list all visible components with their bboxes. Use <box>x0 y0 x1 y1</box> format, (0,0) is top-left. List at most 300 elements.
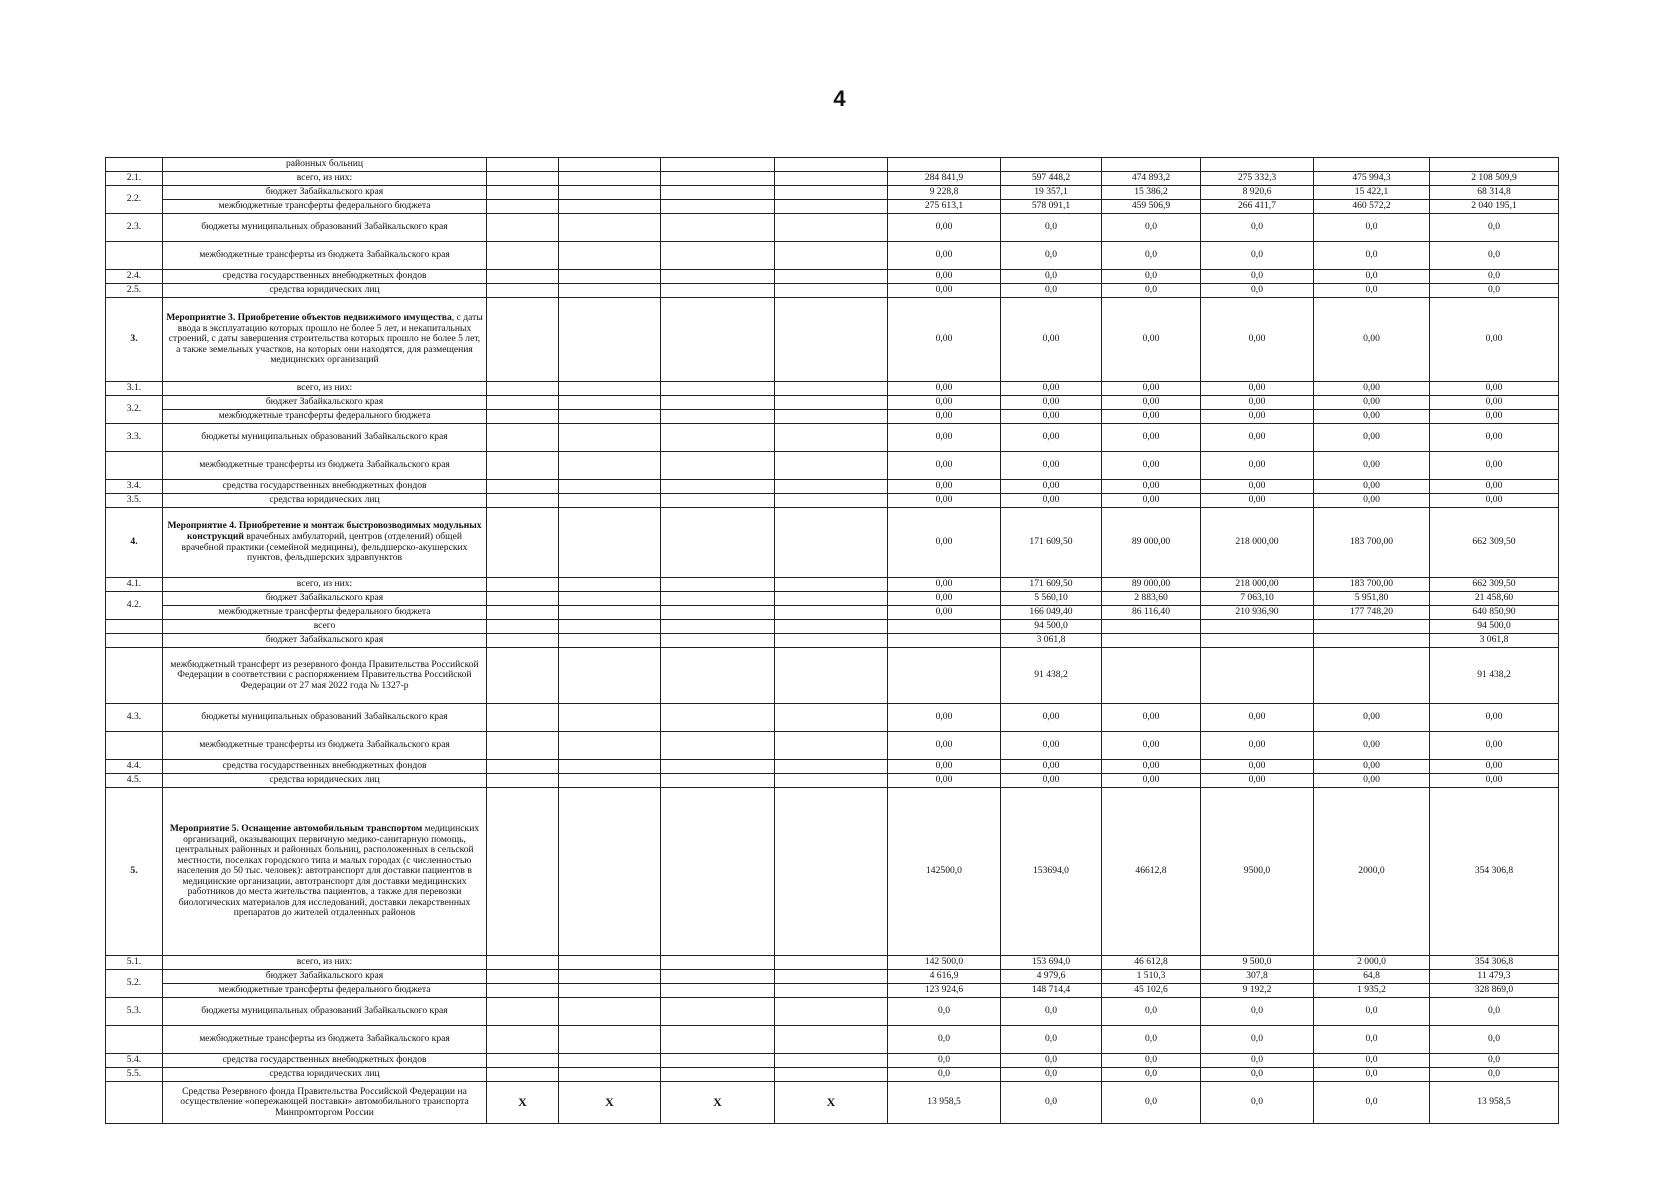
marker-cell <box>661 1068 775 1082</box>
table-row <box>106 620 1559 634</box>
marker-cell <box>775 732 888 760</box>
marker-cell: Х <box>661 1082 775 1124</box>
row-description: бюджет Забайкальского края <box>163 970 487 984</box>
marker-cell <box>487 956 559 970</box>
value-cell: 307,8 <box>1201 970 1314 984</box>
row-description: межбюджетные трансферты из бюджета Забайкальского края <box>163 452 487 480</box>
table-row <box>106 956 1559 970</box>
marker-cell <box>661 172 775 186</box>
row-description: межбюджетные трансферты федерального бюджета <box>163 984 487 998</box>
value-cell: 183 700,00 <box>1314 578 1430 592</box>
marker-cell <box>661 424 775 452</box>
value-cell: 9 192,2 <box>1201 984 1314 998</box>
marker-cell <box>559 788 661 956</box>
marker-cell <box>487 788 559 956</box>
value-cell <box>888 158 1001 172</box>
marker-cell <box>559 480 661 494</box>
marker-cell <box>661 606 775 620</box>
value-cell: 0,00 <box>1001 494 1102 508</box>
marker-cell <box>559 1026 661 1054</box>
value-cell: 0,0 <box>1201 1082 1314 1124</box>
row-description: бюджеты муниципальных образований Забайкальского края <box>163 998 487 1026</box>
marker-cell <box>559 578 661 592</box>
marker-cell <box>487 242 559 270</box>
value-cell: 0,00 <box>1001 452 1102 480</box>
value-cell: 0,00 <box>1201 480 1314 494</box>
value-cell <box>888 620 1001 634</box>
value-cell: 0,00 <box>1201 298 1314 382</box>
row-description-text: , с даты ввода в эксплуатацию которых прошло не более 5 лет, и некапитальных строений, с даты завершения строительства которых прошло не более 5 лет, а также земельных участков, на которых они находятся, для размещения медицинских организаций <box>168 312 483 366</box>
marker-cell <box>487 200 559 214</box>
marker-cell <box>775 270 888 284</box>
value-cell: 0,00 <box>1102 480 1201 494</box>
marker-cell <box>487 424 559 452</box>
value-cell: 0,00 <box>1201 424 1314 452</box>
marker-cell <box>559 172 661 186</box>
value-cell: 142 500,0 <box>888 956 1001 970</box>
value-cell: 0,00 <box>1314 452 1430 480</box>
marker-cell <box>559 634 661 648</box>
value-cell: 171 609,50 <box>1001 508 1102 578</box>
value-cell: 2 040 195,1 <box>1430 200 1559 214</box>
value-cell: 0,00 <box>1102 452 1201 480</box>
marker-cell <box>487 480 559 494</box>
value-cell: 0,00 <box>1314 298 1430 382</box>
value-cell: 0,0 <box>1001 1026 1102 1054</box>
value-cell: 0,0 <box>1314 284 1430 298</box>
value-cell: 2000,0 <box>1314 788 1430 956</box>
value-cell: 0,0 <box>888 998 1001 1026</box>
value-cell: 0,00 <box>888 732 1001 760</box>
value-cell: 171 609,50 <box>1001 578 1102 592</box>
marker-cell <box>487 606 559 620</box>
value-cell: 148 714,4 <box>1001 984 1102 998</box>
marker-cell <box>661 1054 775 1068</box>
value-cell <box>1314 634 1430 648</box>
value-cell: 3 061,8 <box>1430 634 1559 648</box>
value-cell: 0,00 <box>1430 774 1559 788</box>
table-row <box>106 284 1559 298</box>
value-cell: 0,0 <box>1201 284 1314 298</box>
value-cell: 0,00 <box>1430 480 1559 494</box>
table-row <box>106 172 1559 186</box>
marker-cell <box>661 620 775 634</box>
value-cell: 0,00 <box>888 480 1001 494</box>
value-cell: 597 448,2 <box>1001 172 1102 186</box>
marker-cell: Х <box>487 1082 559 1124</box>
marker-cell <box>487 1054 559 1068</box>
value-cell: 91 438,2 <box>1430 648 1559 704</box>
marker-cell <box>775 382 888 396</box>
marker-cell <box>775 200 888 214</box>
value-cell <box>1430 158 1559 172</box>
marker-cell <box>775 242 888 270</box>
marker-cell <box>775 592 888 606</box>
row-code: 5.1. <box>106 956 163 970</box>
value-cell: 0,00 <box>1102 704 1201 732</box>
value-cell: 1 510,3 <box>1102 970 1201 984</box>
table-row <box>106 970 1559 984</box>
value-cell: 91 438,2 <box>1001 648 1102 704</box>
marker-cell <box>775 704 888 732</box>
value-cell: 0,0 <box>1001 1054 1102 1068</box>
row-code: 3.4. <box>106 480 163 494</box>
marker-cell <box>775 760 888 774</box>
value-cell: 0,00 <box>1314 480 1430 494</box>
value-cell: 0,0 <box>1314 1068 1430 1082</box>
value-cell: 0,00 <box>1314 382 1430 396</box>
value-cell: 0,00 <box>1314 732 1430 760</box>
marker-cell <box>487 396 559 410</box>
marker-cell <box>487 298 559 382</box>
value-cell <box>888 634 1001 648</box>
value-cell: 0,0 <box>1430 1026 1559 1054</box>
row-description: межбюджетные трансферты федерального бюджета <box>163 410 487 424</box>
value-cell: 0,00 <box>1102 396 1201 410</box>
marker-cell <box>775 508 888 578</box>
marker-cell <box>775 284 888 298</box>
value-cell: 0,0 <box>1001 998 1102 1026</box>
row-code: 5.3. <box>106 998 163 1026</box>
marker-cell <box>775 578 888 592</box>
value-cell: 0,00 <box>888 410 1001 424</box>
marker-cell <box>559 956 661 970</box>
row-code: 5.5. <box>106 1068 163 1082</box>
row-description-bold: Мероприятие 4. Приобретение и монтаж быстровозводимых модульных конструкций <box>167 520 482 542</box>
marker-cell <box>559 620 661 634</box>
value-cell: 0,00 <box>1201 494 1314 508</box>
value-cell: 0,00 <box>888 760 1001 774</box>
row-code <box>106 732 163 760</box>
marker-cell <box>487 998 559 1026</box>
table-row <box>106 214 1559 242</box>
table-row <box>106 578 1559 592</box>
value-cell: 0,00 <box>888 382 1001 396</box>
marker-cell <box>775 984 888 998</box>
value-cell: 266 411,7 <box>1201 200 1314 214</box>
row-description: всего <box>163 620 487 634</box>
value-cell: 5 951,80 <box>1314 592 1430 606</box>
value-cell: 0,00 <box>888 578 1001 592</box>
marker-cell <box>661 214 775 242</box>
marker-cell <box>487 634 559 648</box>
row-code <box>106 452 163 480</box>
value-cell: 0,0 <box>888 1068 1001 1082</box>
value-cell <box>888 648 1001 704</box>
row-description: межбюджетные трансферты из бюджета Забайкальского края <box>163 1026 487 1054</box>
value-cell: 0,00 <box>888 508 1001 578</box>
value-cell: 284 841,9 <box>888 172 1001 186</box>
row-code <box>106 1082 163 1124</box>
marker-cell <box>661 396 775 410</box>
row-description: средства государственных внебюджетных фондов <box>163 1054 487 1068</box>
value-cell: 0,00 <box>888 424 1001 452</box>
value-cell: 9 228,8 <box>888 186 1001 200</box>
row-code: 4.5. <box>106 774 163 788</box>
marker-cell <box>661 298 775 382</box>
value-cell: 0,0 <box>1314 1054 1430 1068</box>
marker-cell: Х <box>775 1082 888 1124</box>
row-code: 4.2. <box>106 592 163 620</box>
value-cell: 13 958,5 <box>1430 1082 1559 1124</box>
row-code: 2.5. <box>106 284 163 298</box>
marker-cell <box>661 984 775 998</box>
value-cell: 0,0 <box>1102 284 1201 298</box>
marker-cell <box>775 788 888 956</box>
row-code: 5.4. <box>106 1054 163 1068</box>
row-code: 2.1. <box>106 172 163 186</box>
value-cell: 354 306,8 <box>1430 788 1559 956</box>
value-cell: 64,8 <box>1314 970 1430 984</box>
value-cell: 0,00 <box>1102 494 1201 508</box>
value-cell <box>1201 648 1314 704</box>
marker-cell <box>487 1068 559 1082</box>
value-cell: 0,00 <box>1001 424 1102 452</box>
table-row <box>106 606 1559 620</box>
row-code: 4. <box>106 508 163 578</box>
value-cell: 19 357,1 <box>1001 186 1102 200</box>
value-cell: 0,00 <box>1430 410 1559 424</box>
row-description: бюджеты муниципальных образований Забайкальского края <box>163 214 487 242</box>
value-cell: 0,0 <box>1201 1026 1314 1054</box>
value-cell: 0,0 <box>1001 270 1102 284</box>
marker-cell <box>559 200 661 214</box>
value-cell: 0,00 <box>1201 732 1314 760</box>
marker-cell <box>559 1054 661 1068</box>
row-description: бюджет Забайкальского края <box>163 592 487 606</box>
value-cell: 0,0 <box>1314 214 1430 242</box>
marker-cell <box>661 1026 775 1054</box>
value-cell: 0,00 <box>1430 452 1559 480</box>
marker-cell <box>775 186 888 200</box>
marker-cell <box>661 592 775 606</box>
table-row <box>106 788 1559 956</box>
value-cell: 218 000,00 <box>1201 508 1314 578</box>
marker-cell <box>487 186 559 200</box>
marker-cell <box>775 970 888 984</box>
table-row <box>106 424 1559 452</box>
marker-cell <box>487 508 559 578</box>
value-cell: 183 700,00 <box>1314 508 1430 578</box>
value-cell: 0,00 <box>1001 732 1102 760</box>
value-cell: 275 613,1 <box>888 200 1001 214</box>
marker-cell <box>661 242 775 270</box>
marker-cell <box>775 1054 888 1068</box>
marker-cell <box>775 1026 888 1054</box>
value-cell: 0,00 <box>1430 396 1559 410</box>
value-cell: 0,0 <box>1001 214 1102 242</box>
marker-cell <box>559 214 661 242</box>
row-description-bold: Мероприятие 5. Оснащение автомобильным транспортом <box>169 823 423 835</box>
marker-cell <box>661 970 775 984</box>
marker-cell <box>487 382 559 396</box>
marker-cell <box>661 998 775 1026</box>
value-cell: 0,0 <box>1430 284 1559 298</box>
value-cell: 0,00 <box>1001 410 1102 424</box>
value-cell: 0,0 <box>1314 1082 1430 1124</box>
value-cell: 0,00 <box>888 214 1001 242</box>
value-cell: 2 883,60 <box>1102 592 1201 606</box>
value-cell: 0,00 <box>1430 298 1559 382</box>
marker-cell <box>775 172 888 186</box>
marker-cell <box>487 284 559 298</box>
marker-cell <box>775 410 888 424</box>
row-code: 5. <box>106 788 163 956</box>
marker-cell <box>775 494 888 508</box>
row-description: бюджет Забайкальского края <box>163 186 487 200</box>
row-code <box>106 242 163 270</box>
marker-cell <box>559 592 661 606</box>
row-description: средства юридических лиц <box>163 1068 487 1082</box>
row-description: всего, из них: <box>163 172 487 186</box>
row-description <box>163 788 487 956</box>
row-description-bold: Мероприятие 3. Приобретение объектов недвижимого имущества <box>166 312 452 324</box>
value-cell: 89 000,00 <box>1102 508 1201 578</box>
table-row <box>106 732 1559 760</box>
row-code <box>106 634 163 648</box>
value-cell: 0,0 <box>1102 1082 1201 1124</box>
marker-cell <box>487 774 559 788</box>
marker-cell <box>487 620 559 634</box>
marker-cell <box>775 1068 888 1082</box>
value-cell <box>1201 620 1314 634</box>
value-cell: 662 309,50 <box>1430 578 1559 592</box>
row-code: 3. <box>106 298 163 382</box>
value-cell: 0,00 <box>1314 704 1430 732</box>
row-description: средства юридических лиц <box>163 774 487 788</box>
value-cell: 0,0 <box>1430 270 1559 284</box>
value-cell: 0,00 <box>1102 382 1201 396</box>
value-cell: 0,0 <box>1201 1068 1314 1082</box>
value-cell: 0,0 <box>1001 242 1102 270</box>
value-cell: 0,0 <box>888 1054 1001 1068</box>
marker-cell <box>559 1068 661 1082</box>
table-row <box>106 998 1559 1026</box>
value-cell <box>1201 634 1314 648</box>
value-cell <box>1201 158 1314 172</box>
value-cell: 177 748,20 <box>1314 606 1430 620</box>
marker-cell <box>487 984 559 998</box>
value-cell: 0,00 <box>888 284 1001 298</box>
value-cell: 0,0 <box>1314 1026 1430 1054</box>
value-cell: 2 000,0 <box>1314 956 1430 970</box>
value-cell: 0,0 <box>1001 1068 1102 1082</box>
marker-cell <box>661 480 775 494</box>
row-code: 2.3. <box>106 214 163 242</box>
marker-cell <box>487 970 559 984</box>
value-cell: 0,0 <box>1430 242 1559 270</box>
marker-cell <box>559 284 661 298</box>
value-cell: 0,00 <box>1102 410 1201 424</box>
value-cell: 0,00 <box>1001 760 1102 774</box>
value-cell: 0,00 <box>1102 732 1201 760</box>
value-cell: 474 893,2 <box>1102 172 1201 186</box>
value-cell: 275 332,3 <box>1201 172 1314 186</box>
value-cell: 0,00 <box>1102 424 1201 452</box>
value-cell: 0,0 <box>1102 214 1201 242</box>
marker-cell <box>487 172 559 186</box>
row-description: средства юридических лиц <box>163 284 487 298</box>
marker-cell <box>661 578 775 592</box>
value-cell: 0,0 <box>1102 242 1201 270</box>
value-cell: 0,00 <box>888 704 1001 732</box>
marker-cell <box>559 760 661 774</box>
table-row <box>106 508 1559 578</box>
marker-cell <box>559 242 661 270</box>
value-cell: 0,00 <box>1201 774 1314 788</box>
value-cell: 123 924,6 <box>888 984 1001 998</box>
value-cell: 1 935,2 <box>1314 984 1430 998</box>
value-cell: 0,0 <box>1430 998 1559 1026</box>
marker-cell <box>661 634 775 648</box>
row-description: районных больниц <box>163 158 487 172</box>
value-cell: 153694,0 <box>1001 788 1102 956</box>
row-description-text: медицинских организаций, оказывающих первичную медико-санитарную помощь, центральных районных и районных больниц, расположенных в сельской местности, поселках городского типа и малых городах (с численностью населения до 50 тыс. человек): автотранспорт для доставки пациентов в медицинские организации, автотранспорт для доставки медицинских работников до места жительства пациентов, а также для перевозки биологических материалов для исследований, доставки лекарственных препаратов до жителей отдаленных районов <box>175 823 480 919</box>
marker-cell <box>775 956 888 970</box>
value-cell: 0,00 <box>1001 396 1102 410</box>
value-cell: 21 458,60 <box>1430 592 1559 606</box>
marker-cell <box>775 606 888 620</box>
value-cell: 0,0 <box>1430 1068 1559 1082</box>
table-row <box>106 494 1559 508</box>
marker-cell <box>559 396 661 410</box>
value-cell: 640 850,90 <box>1430 606 1559 620</box>
row-description: межбюджетные трансферты федерального бюджета <box>163 606 487 620</box>
marker-cell <box>661 284 775 298</box>
row-description: бюджет Забайкальского края <box>163 634 487 648</box>
row-description-text: врачебных амбулаторий, центров (отделений) общей врачебной практики (семейной медицины), фельдшерско-акушерских пунктов, фельдшерских здравпунктов <box>181 530 468 564</box>
value-cell: 0,00 <box>1430 382 1559 396</box>
budget-table <box>105 157 1559 1124</box>
marker-cell <box>487 578 559 592</box>
row-code: 3.5. <box>106 494 163 508</box>
value-cell <box>1102 648 1201 704</box>
row-description <box>163 298 487 382</box>
marker-cell <box>559 984 661 998</box>
value-cell <box>1001 158 1102 172</box>
marker-cell <box>487 494 559 508</box>
table-row <box>106 704 1559 732</box>
value-cell: 89 000,00 <box>1102 578 1201 592</box>
marker-cell <box>661 382 775 396</box>
value-cell <box>1314 620 1430 634</box>
marker-cell <box>661 788 775 956</box>
table-row <box>106 480 1559 494</box>
row-code <box>106 648 163 704</box>
value-cell: 0,00 <box>1314 424 1430 452</box>
value-cell: 0,0 <box>1001 1082 1102 1124</box>
value-cell: 0,0 <box>888 1026 1001 1054</box>
marker-cell <box>487 648 559 704</box>
row-code: 4.1. <box>106 578 163 592</box>
value-cell: 0,00 <box>888 494 1001 508</box>
value-cell: 0,00 <box>1314 396 1430 410</box>
value-cell: 0,00 <box>1430 494 1559 508</box>
value-cell: 8 920,6 <box>1201 186 1314 200</box>
table-row <box>106 760 1559 774</box>
marker-cell <box>559 382 661 396</box>
marker-cell <box>661 508 775 578</box>
table-row <box>106 396 1559 410</box>
value-cell: 0,0 <box>1102 1026 1201 1054</box>
value-cell: 166 049,40 <box>1001 606 1102 620</box>
value-cell: 0,00 <box>1314 410 1430 424</box>
value-cell: 0,0 <box>1314 270 1430 284</box>
value-cell: 4 979,6 <box>1001 970 1102 984</box>
value-cell: 0,00 <box>888 270 1001 284</box>
value-cell: 0,00 <box>1001 704 1102 732</box>
value-cell: 142500,0 <box>888 788 1001 956</box>
